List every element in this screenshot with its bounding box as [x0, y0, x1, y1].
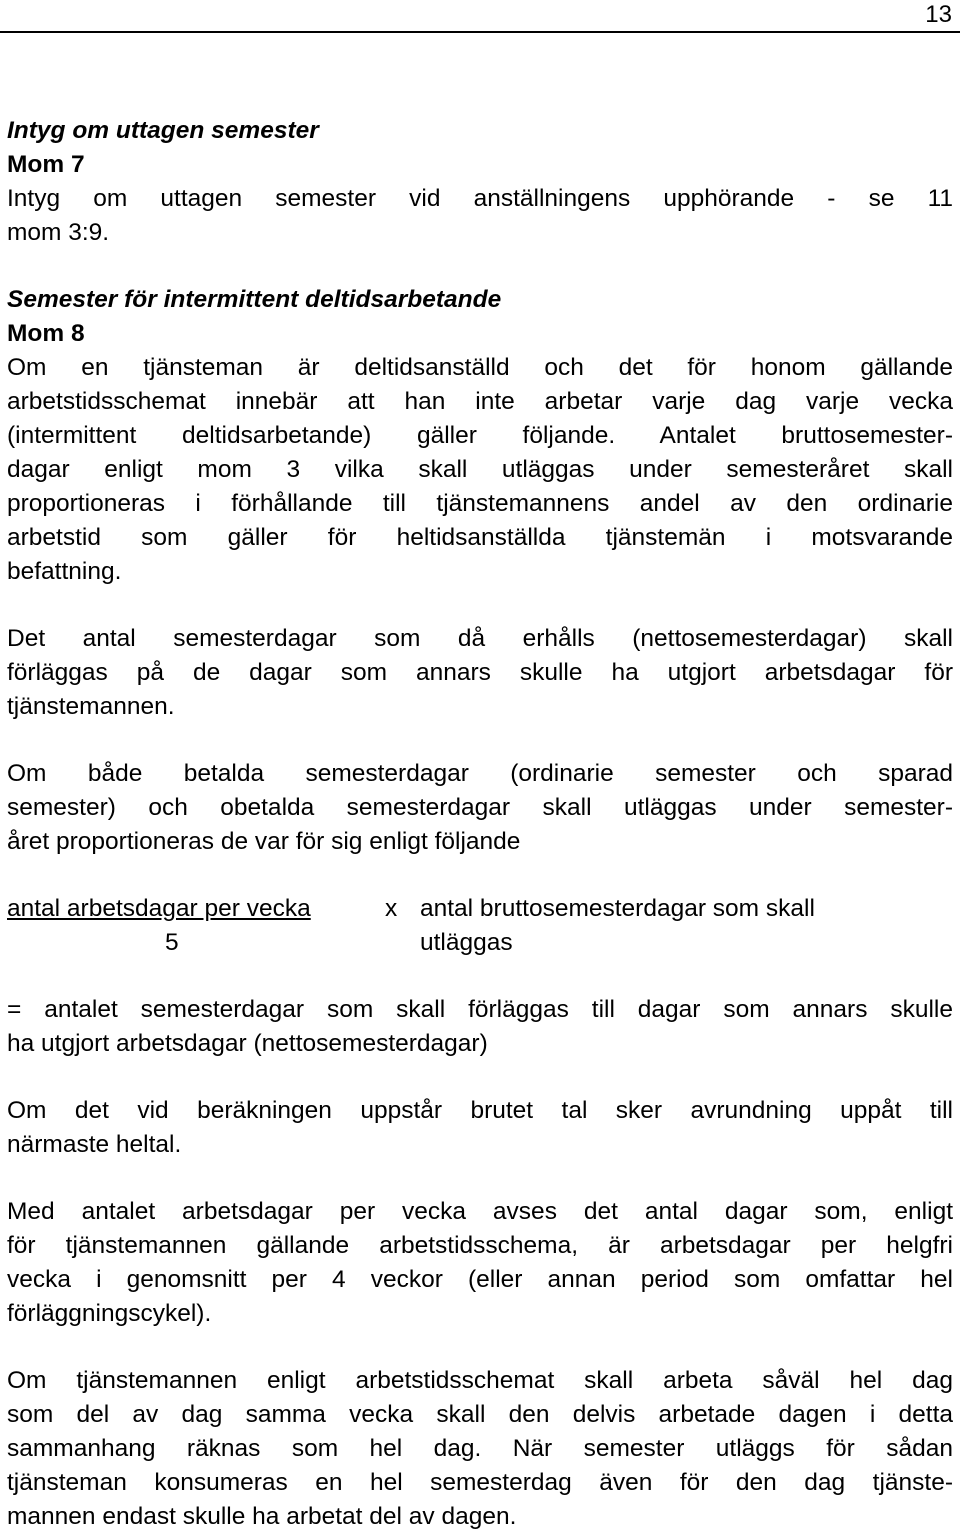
text-line: Om det vid beräkningen uppstår brutet tal sker avrundning uppåt till: [7, 1097, 953, 1124]
paragraph-1: [7, 351, 953, 589]
paragraph-4: [7, 993, 953, 1061]
mom-8-heading: Mom 8: [7, 320, 85, 347]
text-line: tjänstemannen.: [7, 693, 175, 720]
text-line: Om en tjänsteman är deltidsanställd och det för honom gällande: [7, 354, 953, 381]
text-line: vecka i genomsnitt per 4 veckor (eller annan period som omfattar hel: [7, 1266, 953, 1293]
paragraph-6: [7, 1195, 953, 1331]
header-rule: [0, 31, 960, 33]
section-title-intyg: Intyg om uttagen semester: [7, 117, 319, 144]
formula-right-line-1: antal bruttosemesterdagar som skall: [420, 895, 815, 922]
text-line: som del av dag samma vecka skall den delvis arbetade dagen i detta: [7, 1401, 953, 1428]
formula: [7, 892, 953, 960]
text-line: mannen endast skulle ha arbetat del av dagen.: [7, 1503, 517, 1530]
text-line: Om tjänstemannen enligt arbetstidsschemat skall arbeta såväl hel dag: [7, 1367, 953, 1394]
text-line: semester) och obetalda semesterdagar skall utläggas under semester-: [7, 794, 953, 821]
paragraph-2: [7, 622, 953, 724]
formula-operator: x: [385, 895, 398, 922]
formula-numerator: antal arbetsdagar per vecka: [7, 895, 311, 922]
mom-7-text-line-1: Intyg om uttagen semester vid anställningens upphörande - se 11: [7, 185, 953, 212]
formula-denominator: 5: [165, 929, 179, 956]
text-line: Med antalet arbetsdagar per vecka avses det antal dagar som, enligt: [7, 1198, 953, 1225]
text-line: arbetstidsschemat innebär att han inte arbetar varje dag varje vecka: [7, 388, 953, 415]
text-line: befattning.: [7, 558, 122, 585]
paragraph-5: [7, 1094, 953, 1162]
document-body: [7, 114, 953, 1534]
text-line: dagar enligt mom 3 vilka skall utläggas under semesteråret skall: [7, 456, 953, 483]
paragraph-7: [7, 1364, 953, 1534]
text-line: förläggas på de dagar som annars skulle ha utgjort arbetsdagar för: [7, 659, 953, 686]
text-line: sammanhang räknas som hel dag. När semester utläggs för sådan: [7, 1435, 953, 1462]
text-line: proportioneras i förhållande till tjänstemannens andel av den ordinarie: [7, 490, 953, 517]
mom-7-text-line-2: mom 3:9.: [7, 219, 110, 246]
paragraph-3: [7, 757, 953, 859]
text-line: förläggningscykel).: [7, 1300, 212, 1327]
formula-right-line-2: utläggas: [420, 929, 513, 956]
text-line: tjänsteman konsumeras en hel semesterdag även för den dag tjänste-: [7, 1469, 953, 1496]
text-line: arbetstid som gäller för heltidsanställda tjänstemän i motsvarande: [7, 524, 953, 551]
text-line: året proportioneras de var för sig enligt följande: [7, 828, 521, 855]
section-title-intermittent: Semester för intermittent deltidsarbetande: [7, 286, 502, 313]
text-line: närmaste heltal.: [7, 1131, 182, 1158]
mom-7-heading: Mom 7: [7, 151, 85, 178]
text-line: = antalet semesterdagar som skall förläggas till dagar som annars skulle: [7, 996, 953, 1023]
text-line: ha utgjort arbetsdagar (nettosemesterdagar): [7, 1030, 488, 1057]
text-line: för tjänstemannen gällande arbetstidsschema, är arbetsdagar per helgfri: [7, 1232, 953, 1259]
text-line: Det antal semesterdagar som då erhålls (nettosemesterdagar) skall: [7, 625, 953, 652]
text-line: (intermittent deltidsarbetande) gäller följande. Antalet bruttosemester-: [7, 422, 953, 449]
page-number: 13: [925, 1, 952, 28]
text-line: Om både betalda semesterdagar (ordinarie semester och sparad: [7, 760, 953, 787]
